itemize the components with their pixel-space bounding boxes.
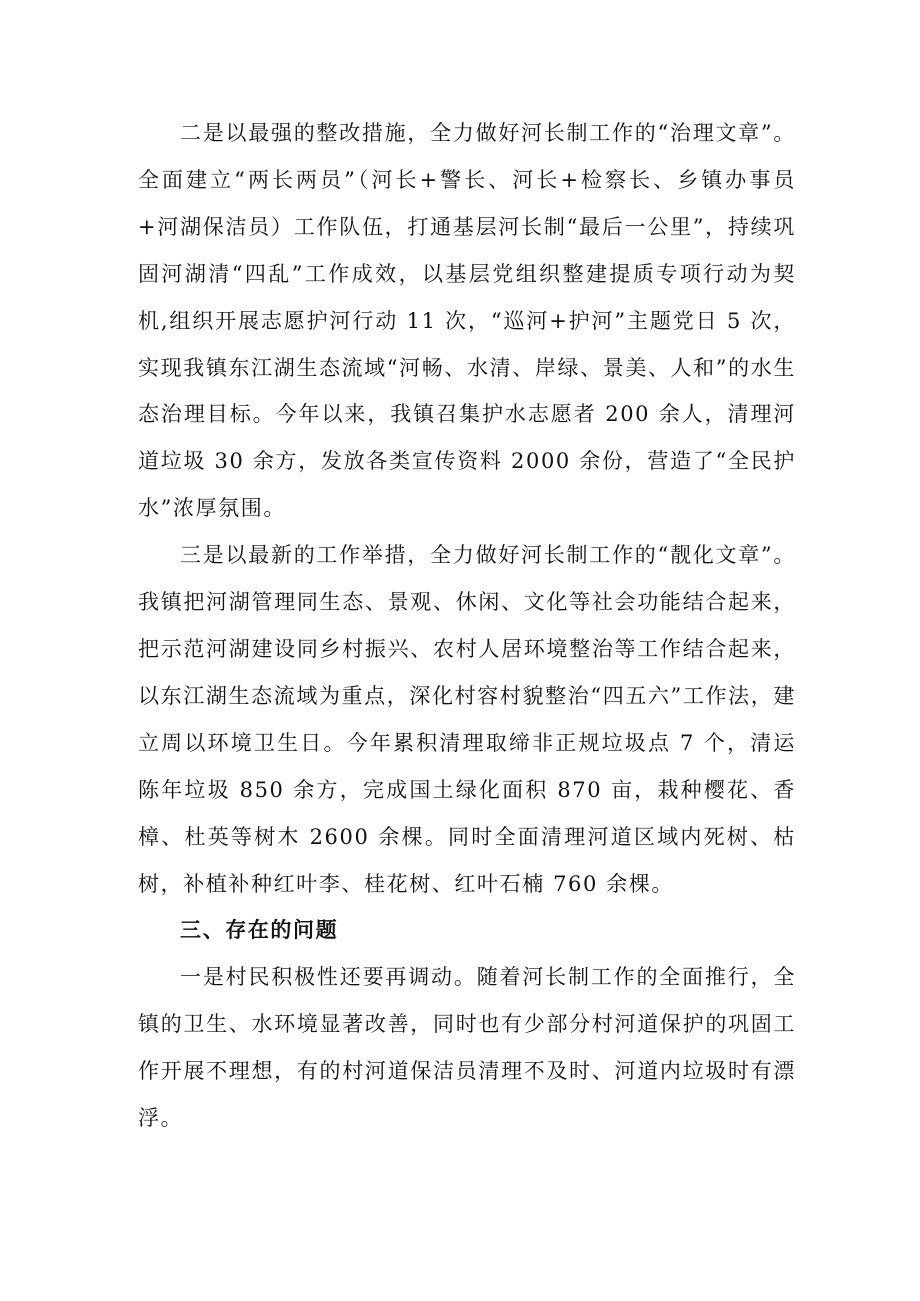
paragraph-beautification-measures: 三是以最新的工作举措，全力做好河长制工作的“靓化文章”。我镇把河湖管理同生态、景观、休闲、文化等社会功能结合起来，把示范河湖建设同乡村振兴、农村人居环境整治等工作结合起来，以东江湖生态流域为重点，深化村容村貌整治“四五六”工作法，建立周以环境卫生日。今年累积清理取缔非正规垃圾点 7 个，清运陈年垃圾 850 余方，完成国土绿化面积 870 亩，栽种樱花、香樟、杜英等树木 2600 余棵。同时全面清理河道区域内死树、枯树，补植补种红叶李、桂花树、红叶石楠 760 余棵。 [138,543,796,896]
section-heading-existing-problems: 三、存在的问题 [180,918,339,943]
document-body [138,110,796,1142]
paragraph-rectification-measures: 二是以最强的整改措施，全力做好河长制工作的“治理文章”。全面建立“两长两员”（河长+警长、河长+检察长、乡镇办事员+河湖保洁员）工作队伍，打通基层河长制“最后一公里”，持续巩固河湖清“四乱”工作成效，以基层党组织整建提质专项行动为契机,组织开展志愿护河行动 11 次，“巡河+护河”主题党日 5 次，实现我镇东江湖生态流域“河畅、水清、岸绿、景美、人和”的水生态治理目标。今年以来，我镇召集护水志愿者 200 余人，清理河道垃圾 30 余方，发放各类宣传资料 2000 余份，营造了“全民护水”浓厚氛围。 [138,121,796,521]
paragraph-villager-enthusiasm: 一是村民积极性还要再调动。随着河长制工作的全面推行，全镇的卫生、水环境显著改善，同时也有少部分村河道保护的巩固工作开展不理想，有的村河道保洁员清理不及时、河道内垃圾时有漂浮。 [138,965,796,1131]
